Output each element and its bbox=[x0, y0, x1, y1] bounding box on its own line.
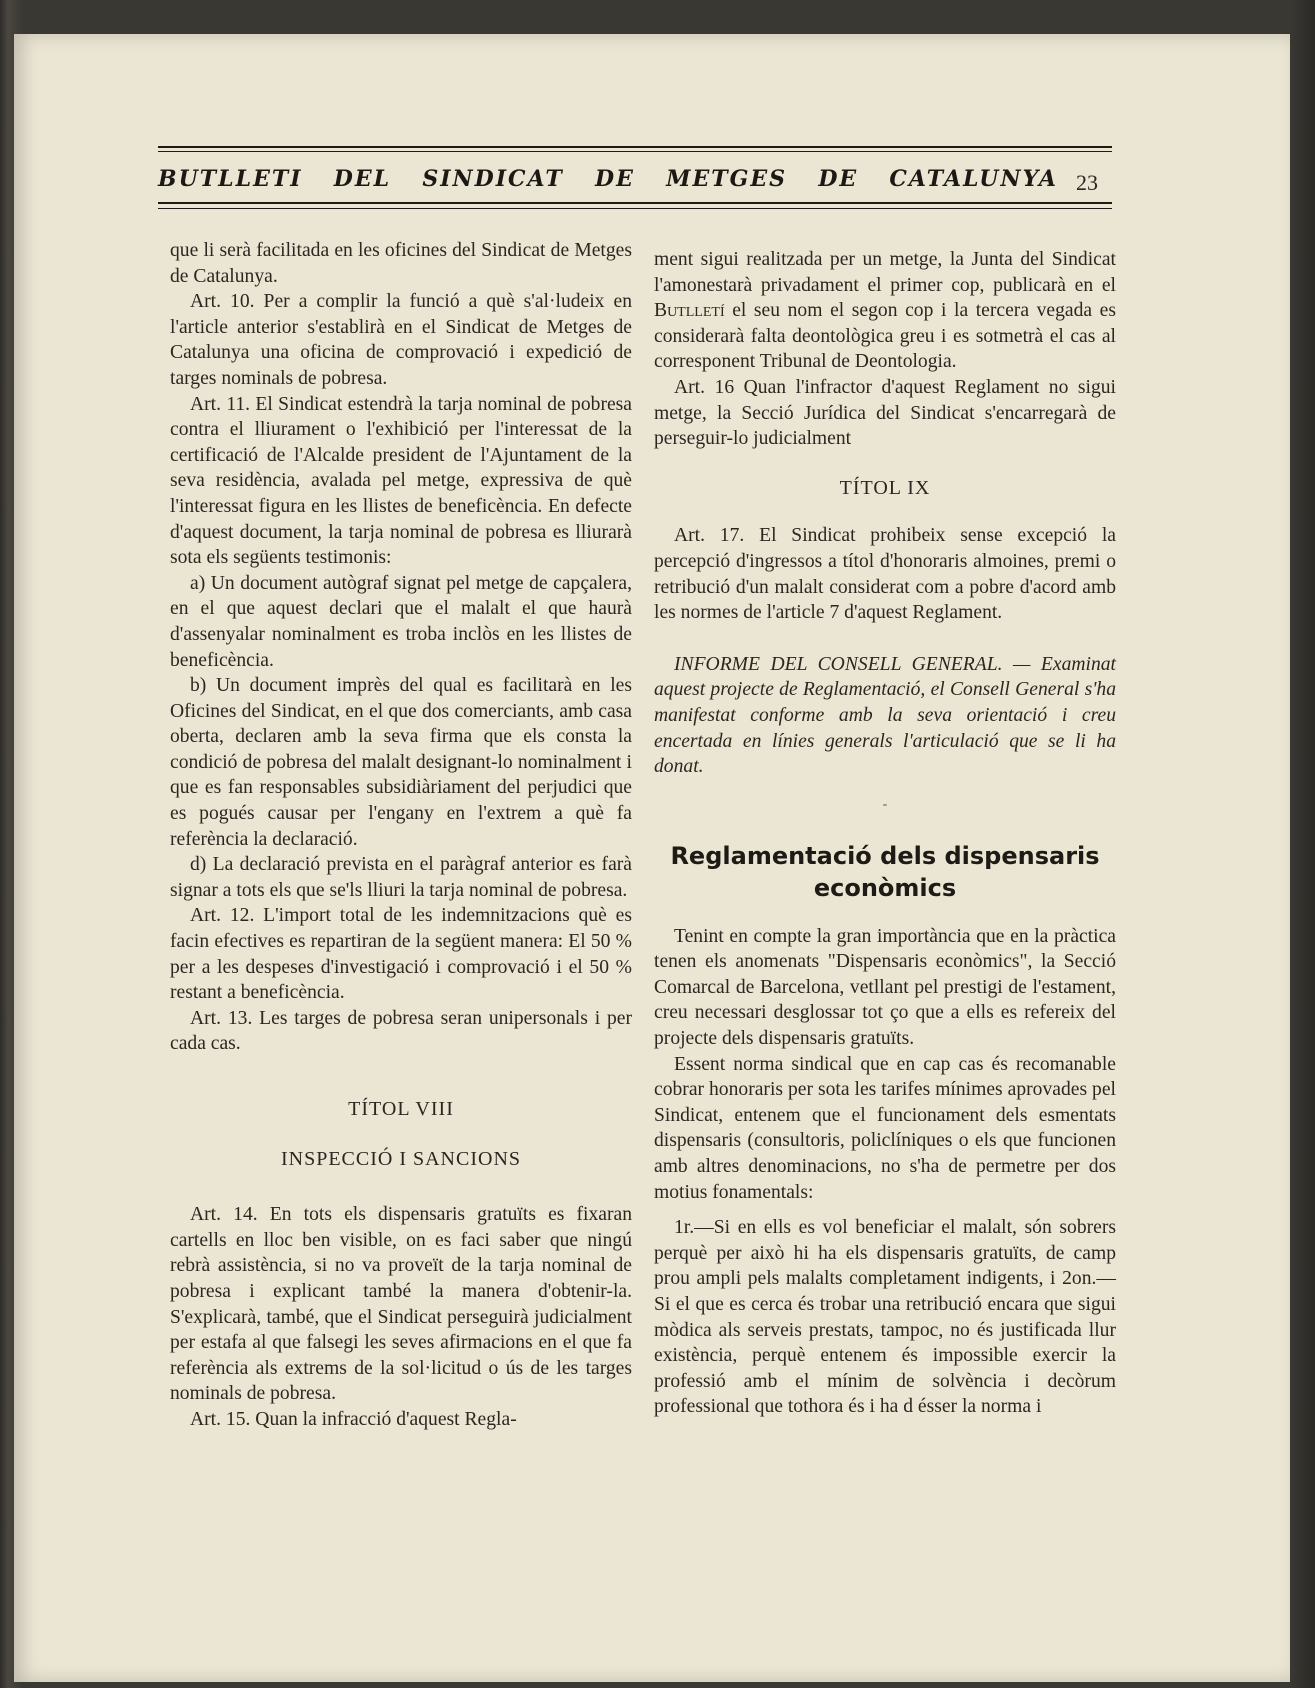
header-rule-bottom bbox=[158, 202, 1112, 204]
paragraph: Art. 13. Les targes de pobresa seran unipersonals i per cada cas. bbox=[170, 1007, 632, 1055]
separator-mark: - bbox=[882, 796, 888, 812]
header-word: DE bbox=[818, 166, 859, 192]
header-word: METGES bbox=[666, 166, 788, 192]
paragraph: que li serà facilitada en les oficines del Sindicat de Metges de Catalunya. bbox=[170, 240, 632, 287]
header-rule-top bbox=[158, 146, 1112, 148]
title-heading: TÍTOL VIII bbox=[348, 1098, 454, 1120]
paragraph: Art. 14. En tots els dispensaris gratuïts es fixaran cartells en lloc ben visible, on es faci saber que ningú rebrà assistència, si no va proveït de la tarja nominal de pobresa i explicant també la manera d'obtenir-la. S'explicarà, també, que el Sindicat perseguirà judicialment per estafa al que falsegi les seves afirmacions en el que fa referència als extrems de la sol·licitud o ús de les targes nominals de pobresa. bbox=[170, 1204, 632, 1405]
page-number: 23 bbox=[1076, 170, 1098, 195]
paragraph: Art. 16 Quan l'infractor d'aquest Reglament no sigui metge, la Secció Jurídica del Sindicat s'encarregarà de perseguir-lo judicialment bbox=[654, 376, 1116, 450]
paragraph: Art. 11. El Sindicat estendrà la tarja nominal de pobresa contra el lliurament o l'exhibició per l'interessat de la certificació de l'Alcalde president de l'Ajuntament de la seva residència, avalada pel metge, expressiva de què l'interessat figura en les llistes de beneficència. En defecte d'aquest document, la tarja nominal de pobresa es lliurarà sota els següents testimonis: bbox=[170, 393, 632, 569]
running-header bbox=[158, 166, 1058, 192]
header-rule-bottom-thin bbox=[158, 208, 1112, 209]
left-column bbox=[170, 238, 632, 1433]
title-heading: TÍTOL IX bbox=[839, 476, 931, 499]
header-word: DEL bbox=[333, 166, 392, 192]
header-word: BUTLLETI bbox=[158, 166, 303, 192]
journal-name: Butlletí bbox=[654, 300, 725, 322]
paragraph: b) Un document imprès del qual es facilitarà en les Oficines del Sindicat, en el que dos comerciants, amb casa oberta, declaren amb la seva firma que els consta la condició de pobresa del malalt designant-lo nominalment i que es fan responsables subsidiàriament del perjudici que es pogués causar per l'engany en l'extrem a què fa referència la declaració. bbox=[170, 675, 632, 850]
right-column bbox=[654, 247, 1116, 1420]
section-title: Reglamentació dels dispensaris econòmics bbox=[670, 841, 1100, 902]
header-rule-top-thin bbox=[158, 151, 1112, 152]
paragraph: Tenint en compte la gran importància que en la pràctica tenen els anomenats "Dispensaris econòmics", la Secció Comarcal de Barcelona, vetllant pel prestigi de l'estament, creu necessari desglossar tot ço que a ells es refereix del projecte dels dispensaris gratuïts. bbox=[654, 925, 1116, 1050]
council-report: INFORME DEL CONSELL GENERAL. — Examinat aquest projecte de Reglamentació, el Consell General s'ha manifestat conforme amb la seva orientació i creu encertada en línies generals l'articulació que se li ha donat. bbox=[654, 653, 1116, 778]
paragraph: Art. 12. L'import total de les indemnitzacions què es facin efectives es repartiran de la següent manera: El 50 % per a les despeses d'investigació i comprovació i el 50 % restant a beneficència. bbox=[170, 905, 632, 1004]
paragraph: d) La declaració prevista en el paràgraf anterior es farà signar a tots els que se'ls lliuri la tarja nominal de pobresa. bbox=[170, 854, 632, 901]
header-word: CATALUNYA bbox=[889, 166, 1058, 192]
subtitle-heading: INSPECCIÓ I SANCIONS bbox=[280, 1147, 522, 1170]
header-word: SINDICAT bbox=[422, 166, 564, 192]
paragraph: Art. 10. Per a complir la funció a què s'al·ludeix en l'article anterior s'establirà en el Sindicat de Metges de Catalunya una oficina de comprovació i expedició de targes nominals de pobresa. bbox=[170, 291, 632, 389]
paragraph: ment sigui realitzada per un metge, la Junta del Sindicat l'amonestarà privadament el primer cop, publicarà en el Butlletí el seu nom el segon cop i la tercera vegada es considerarà falta deontològica greu i es sotmetrà el cas al corresponent Tribunal de Deontologia. bbox=[654, 249, 1116, 373]
header-word: DE bbox=[595, 166, 635, 192]
paragraph: 1r.—Si en ells es vol beneficiar el malalt, són sobrers perquè per això hi ha els dispensaris gratuïts, de camp prou ampli pels malalts completament indigents, i 2on.—Si el que es cerca és trobar una retribució encara que sigui mòdica als serveis prestats, tampoc, no és justificada llur existència, perquè entenem és impossible exercir la professió amb el mínim de solvència i decòrum professional que tothora és i ha d ésser la norma i bbox=[654, 1217, 1116, 1418]
paragraph: a) Un document autògraf signat pel metge de capçalera, en el que aquest declari que el malalt el que haurà d'assenyalar nominalment es troba inclòs en les llistes de beneficència. bbox=[170, 572, 632, 671]
paragraph: Art. 15. Quan la infracció d'aquest Regla- bbox=[190, 1408, 517, 1430]
paragraph: Essent norma sindical que en cap cas és recomanable cobrar honoraris per sota les tarifes mínimes aprovades pel Sindicat, entenem que el funcionament dels esmentats dispensaris (consultoris, policlíniques o els que funcionen amb altres denominacions, no s'ha de permetre per dos motius fonamentals: bbox=[654, 1053, 1116, 1203]
paragraph: Art. 17. El Sindicat prohibeix sense excepció la percepció d'ingressos a títol d'honoraris almoines, premi o retribució d'un malalt considerat com a pobre d'acord amb les normes de l'article 7 d'aquest Reglament. bbox=[654, 525, 1116, 624]
